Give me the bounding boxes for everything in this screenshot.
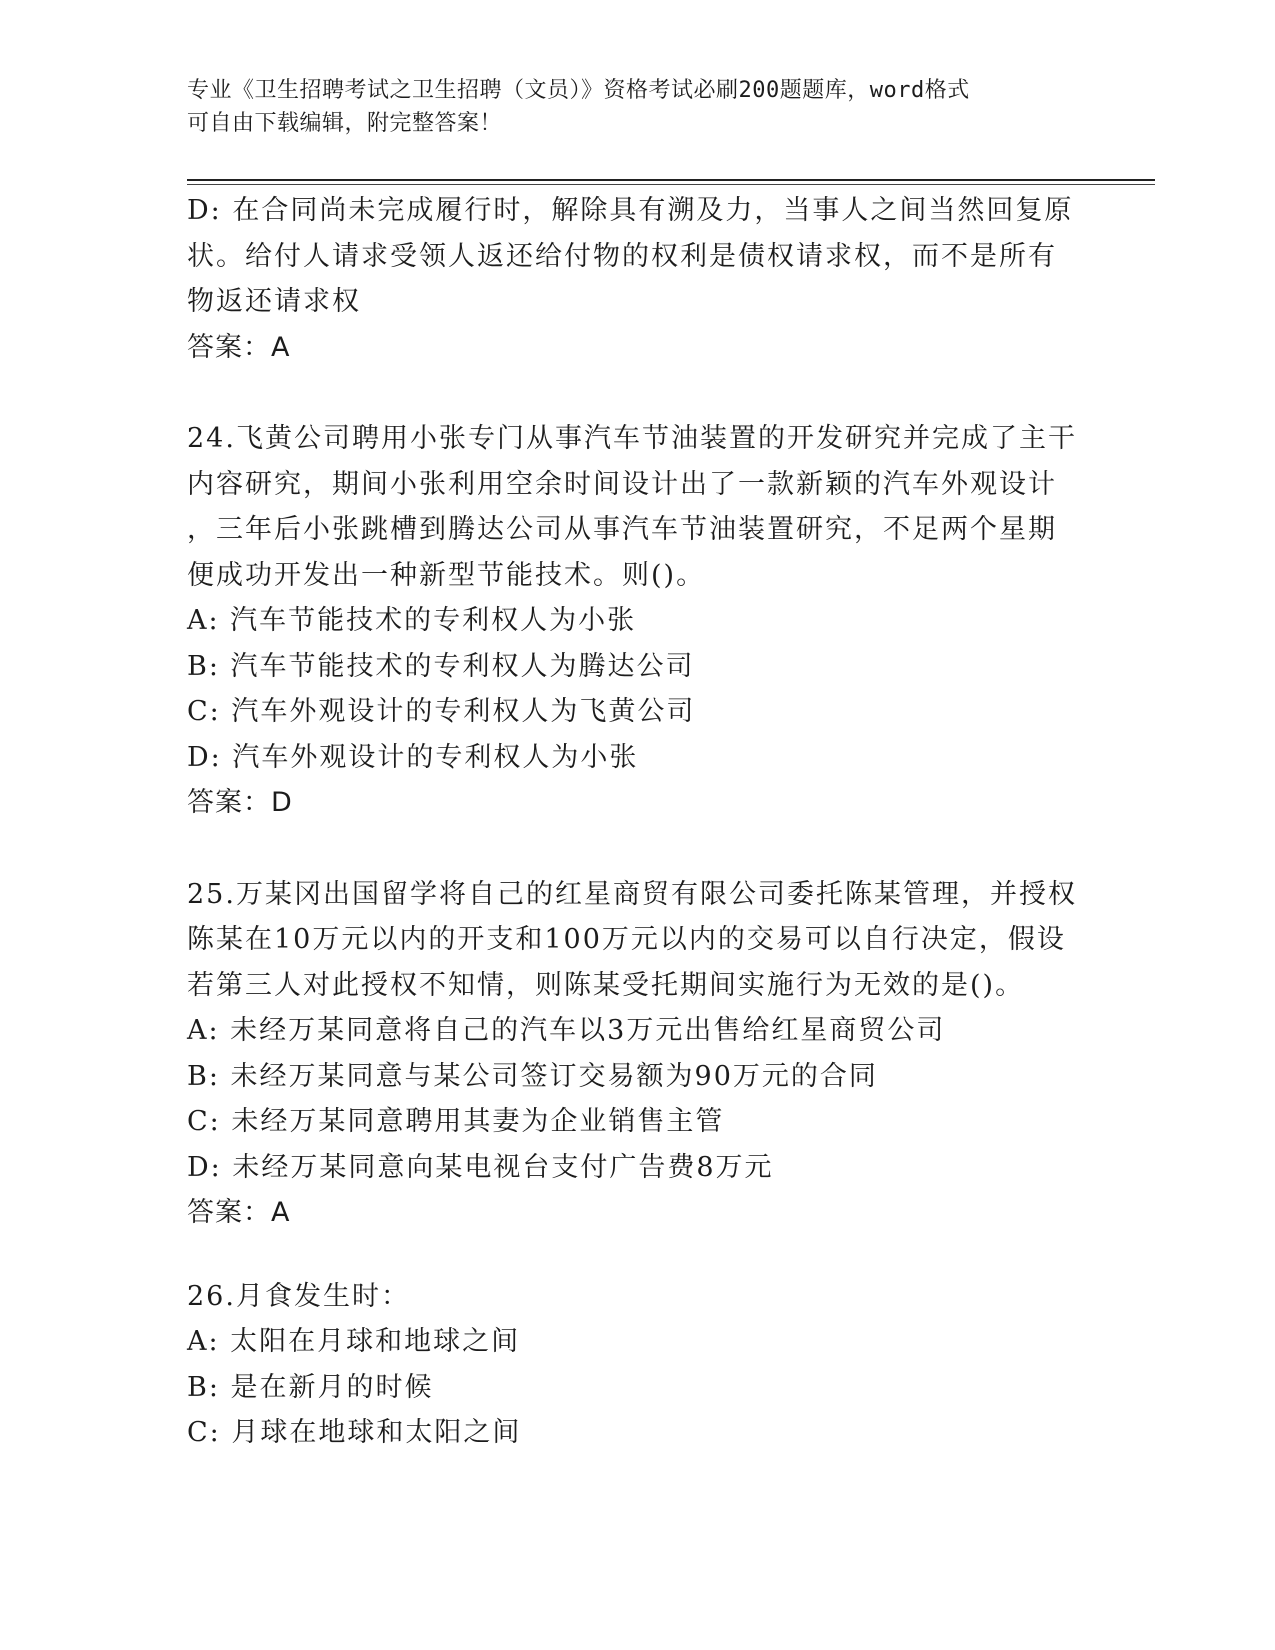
question-26 — [187, 1274, 1087, 1456]
option-b: B: 未经万某同意与某公司签订交易额为90万元的合同 — [187, 1060, 878, 1092]
option-a: A: 太阳在月球和地球之间 — [187, 1326, 521, 1357]
question-stem-line: 24.飞黄公司聘用小张专门从事汽车节油装置的开发研究并完成了主干 — [187, 423, 1077, 454]
option-d: D: 汽车外观设计的专利权人为小张 — [187, 741, 639, 773]
document-body — [187, 188, 1087, 1456]
option-d: D: 未经万某同意向某电视台支付广告费8万元 — [187, 1151, 774, 1183]
answer-line: 答案：A — [187, 331, 291, 363]
document-header — [187, 74, 1067, 140]
question-stem-line: 陈某在10万元以内的开支和100万元以内的交易可以自行决定，假设 — [187, 924, 1066, 955]
option-b: B: 是在新月的时候 — [187, 1371, 434, 1403]
question-stem-line: 25.万某冈出国留学将自己的红星商贸有限公司委托陈某管理，并授权 — [187, 878, 1077, 910]
question-24 — [187, 416, 1087, 826]
option-d-line: D: 在合同尚未完成履行时，解除具有溯及力，当事人之间当然回复原 — [187, 195, 1074, 226]
option-a: A: 未经万某同意将自己的汽车以3万元出售给红星商贸公司 — [187, 1015, 946, 1046]
question-stem-line: 内容研究，期间小张利用空余时间设计出了一款新颖的汽车外观设计 — [187, 468, 1057, 500]
question-stem-line: 若第三人对此授权不知情，则陈某受托期间实施行为无效的是()。 — [187, 969, 1025, 1001]
option-c: C: 汽车外观设计的专利权人为飞黄公司 — [187, 696, 696, 727]
answer-line: 答案：A — [187, 1197, 291, 1228]
option-c: C: 月球在地球和太阳之间 — [187, 1417, 522, 1448]
option-c: C: 未经万某同意聘用其妻为企业销售主管 — [187, 1106, 725, 1137]
header-divider-thick — [187, 179, 1155, 181]
header-line-1: 专业《卫生招聘考试之卫生招聘（文员）》资格考试必刷200题题库，word格式 — [187, 78, 970, 103]
question-stem-line: 便成功开发出一种新型节能技术。则()。 — [187, 559, 706, 591]
option-b: B: 汽车节能技术的专利权人为腾达公司 — [187, 650, 695, 682]
option-d-line: 状。给付人请求受领人返还给付物的权利是债权请求权，而不是所有 — [187, 240, 1057, 272]
question-25 — [187, 872, 1087, 1236]
header-line-2: 可自由下载编辑，附完整答案！ — [187, 111, 503, 136]
option-a: A: 汽车节能技术的专利权人为小张 — [187, 605, 637, 636]
question-stem-line: ，三年后小张跳槽到腾达公司从事汽车节油装置研究，不足两个星期 — [187, 514, 1057, 545]
answer-line: 答案：D — [187, 787, 293, 818]
question-23-tail — [187, 188, 1087, 370]
option-d-line: 物返还请求权 — [187, 286, 361, 317]
question-stem-line: 26.月食发生时： — [187, 1280, 410, 1312]
header-divider-thin — [187, 184, 1155, 185]
